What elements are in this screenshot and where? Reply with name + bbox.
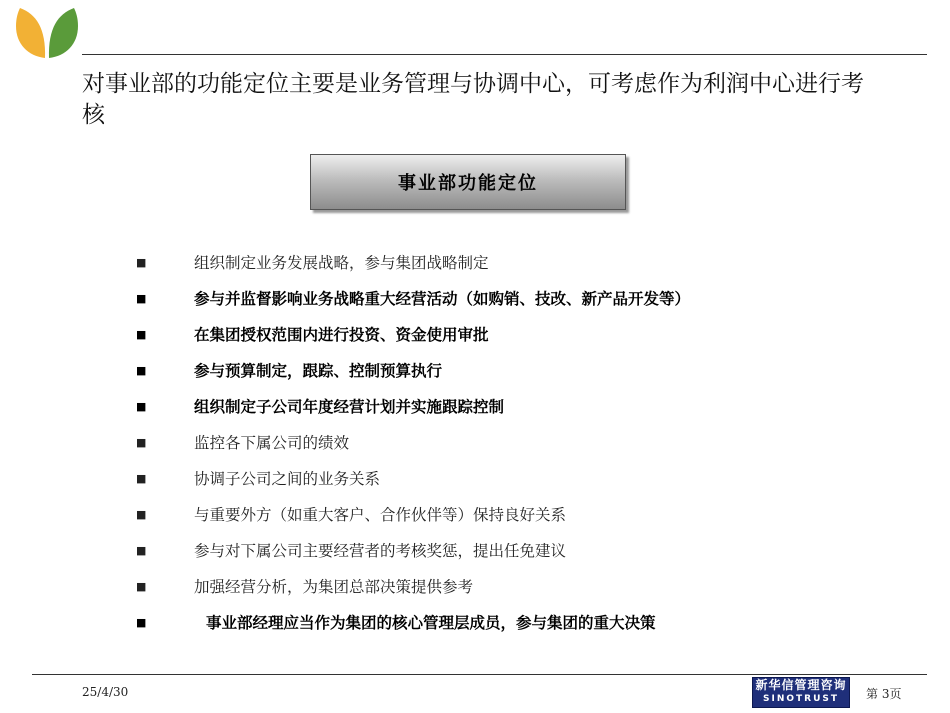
list-item (136, 496, 916, 532)
page-number: 第 3页 (866, 687, 902, 701)
list-item-text: 监控各下属公司的绩效 (194, 434, 350, 452)
brand-logo (752, 677, 850, 708)
list-item (136, 460, 916, 496)
list-item (136, 424, 916, 460)
square-bullet-icon: ■ (136, 363, 147, 377)
function-positioning-box (310, 154, 626, 210)
list-item (136, 532, 916, 568)
square-bullet-icon: ■ (136, 615, 147, 629)
list-item (136, 388, 916, 424)
slide-title: 对事业部的功能定位主要是业务管理与协调中心，可考虑作为利润中心进行考核 (82, 71, 864, 128)
list-item (136, 352, 916, 388)
list-item-text: 在集团授权范围内进行投资、资金使用审批 (194, 326, 489, 344)
square-bullet-icon: ■ (136, 471, 147, 485)
footer-rule (32, 674, 927, 675)
header-rule (82, 54, 927, 55)
square-bullet-icon: ■ (136, 291, 147, 305)
square-bullet-icon: ■ (136, 399, 147, 413)
list-item-text: 协调子公司之间的业务关系 (194, 470, 381, 488)
list-item (136, 244, 916, 280)
list-item (136, 604, 916, 640)
box-label: 事业部功能定位 (398, 173, 538, 194)
two-leaf-logo-icon (14, 4, 80, 60)
square-bullet-icon: ■ (136, 507, 147, 521)
square-bullet-icon: ■ (136, 435, 147, 449)
list-item-text: 与重要外方（如重大客户、合作伙伴等）保持良好关系 (194, 506, 567, 524)
list-item (136, 568, 916, 604)
footer-date: 25/4/30 (82, 685, 129, 699)
list-item-text: 参与对下属公司主要经营者的考核奖惩，提出任免建议 (194, 542, 567, 560)
brand-name-en: SINOTRUST (762, 694, 839, 704)
square-bullet-icon: ■ (136, 255, 147, 269)
square-bullet-icon: ■ (136, 543, 147, 557)
bullet-list (136, 244, 916, 640)
square-bullet-icon: ■ (136, 327, 147, 341)
list-item (136, 280, 916, 316)
list-item-text: 组织制定业务发展战略，参与集团战略制定 (194, 254, 489, 272)
list-item-text: 组织制定子公司年度经营计划并实施跟踪控制 (194, 398, 505, 416)
list-item-text: 事业部经理应当作为集团的核心管理层成员，参与集团的重大决策 (206, 614, 656, 632)
brand-name-cn: 新华信管理咨询 (755, 678, 847, 692)
list-item-text: 加强经营分析，为集团总部决策提供参考 (194, 578, 474, 596)
square-bullet-icon: ■ (136, 579, 147, 593)
list-item (136, 316, 916, 352)
list-item-text: 参与并监督影响业务战略重大经营活动（如购销、技改、新产品开发等） (194, 290, 691, 308)
list-item-text: 参与预算制定，跟踪、控制预算执行 (194, 362, 443, 380)
